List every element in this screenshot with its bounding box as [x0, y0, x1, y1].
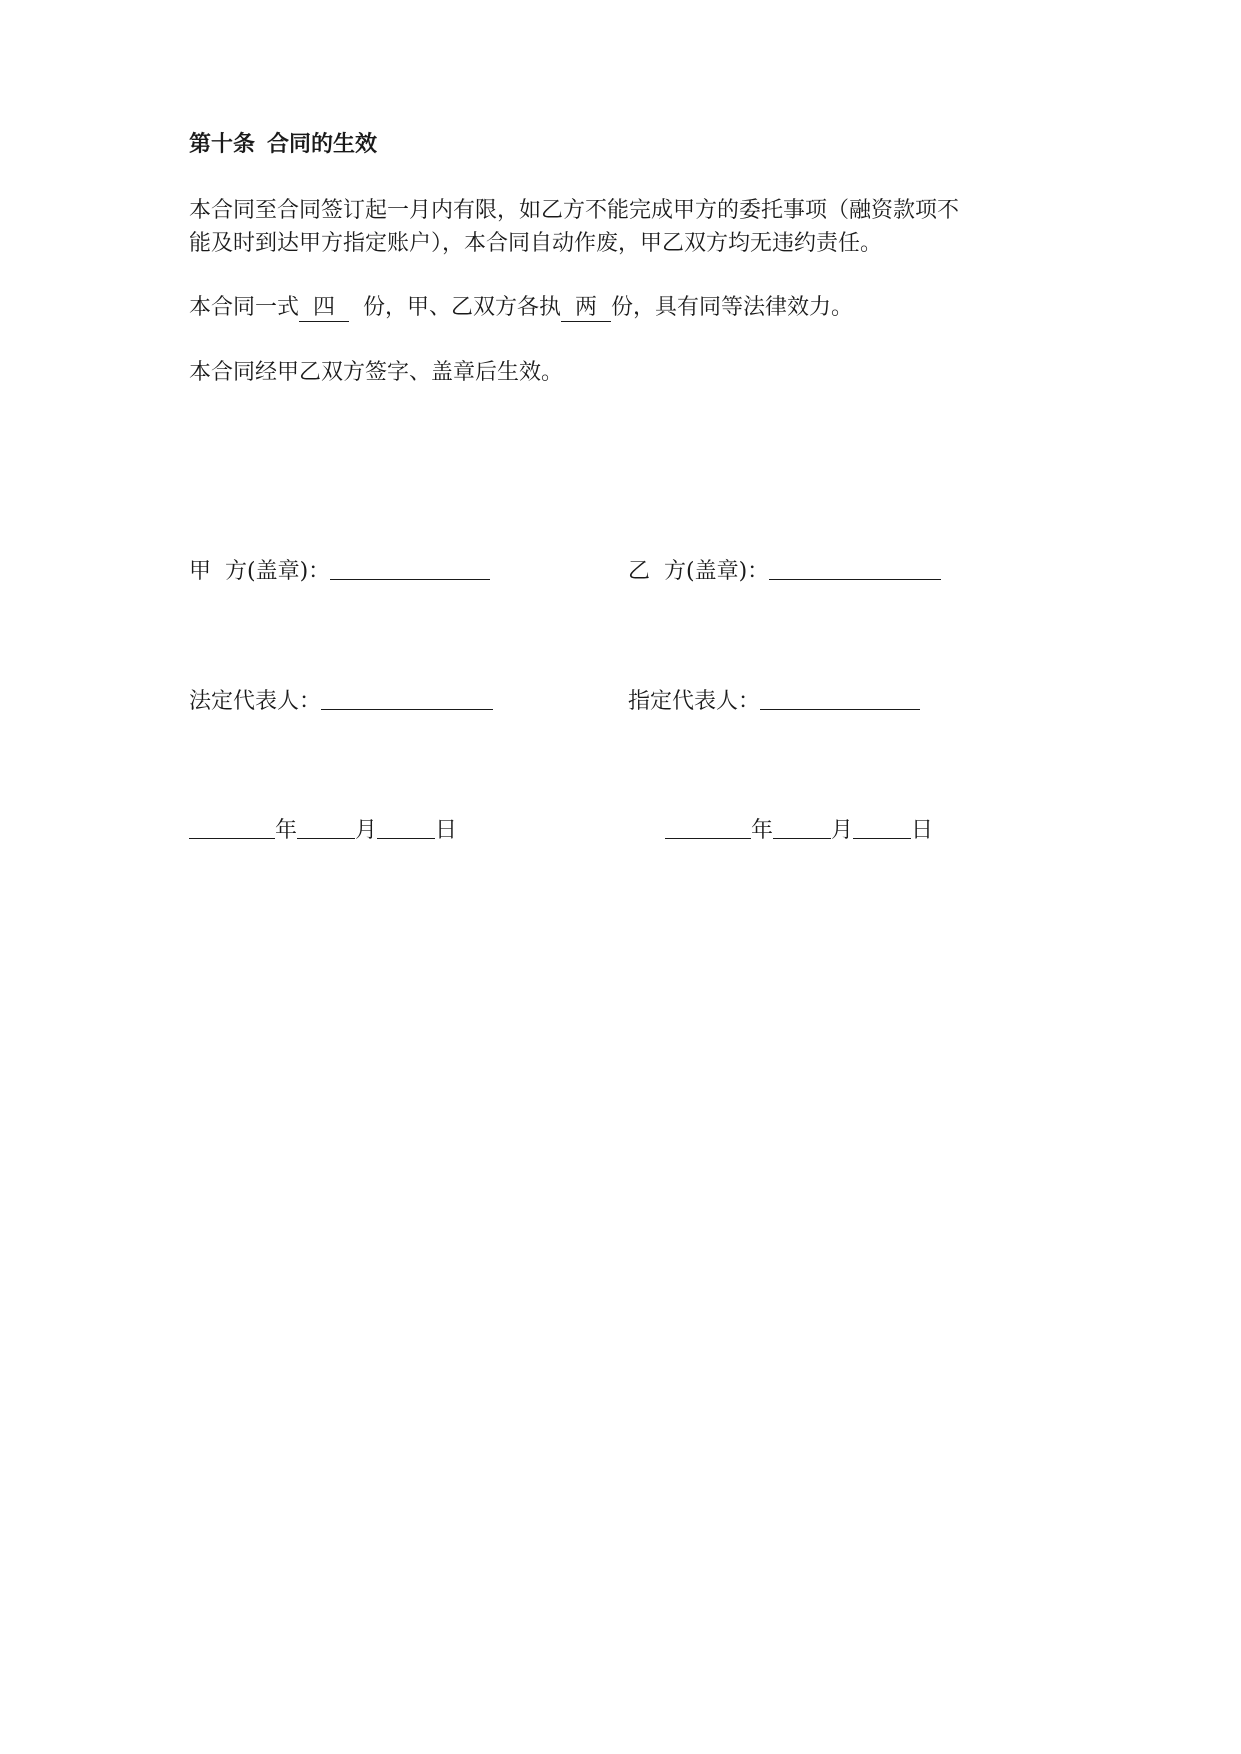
party-a-seal-row	[189, 555, 490, 589]
party-b-month-blank	[773, 816, 831, 839]
designated-rep-row	[628, 685, 920, 719]
party-a-year-blank	[189, 816, 275, 839]
party-a-month-label: 月	[355, 818, 378, 843]
party-b-seal-row	[628, 555, 941, 589]
party-a-year-label: 年	[275, 818, 298, 843]
party-b-day-blank	[853, 816, 911, 839]
party-a-date-row	[189, 814, 457, 848]
party-b-label: 乙 方(盖章)：	[628, 559, 770, 584]
legal-rep-blank	[321, 687, 493, 710]
designated-rep-label: 指定代表人：	[628, 689, 761, 714]
heading-number: 第十条	[189, 132, 256, 157]
party-b-month-label: 月	[831, 818, 854, 843]
party-b-date-row	[665, 814, 933, 848]
section-heading	[189, 128, 377, 162]
legal-rep-label: 法定代表人：	[189, 689, 322, 714]
party-b-seal-blank	[769, 557, 941, 580]
party-a-month-blank	[297, 816, 355, 839]
party-a-day-blank	[377, 816, 435, 839]
copies-count-field: 四	[299, 295, 349, 322]
paragraph-validity-line-2: 能及时到达甲方指定账户），本合同自动作废，甲乙双方均无违约责任。	[189, 231, 883, 256]
paragraph-copies	[189, 291, 853, 325]
party-b-year-label: 年	[751, 818, 774, 843]
party-a-seal-blank	[330, 557, 490, 580]
copies-prefix: 本合同一式	[189, 295, 300, 320]
legal-rep-row	[189, 685, 493, 719]
party-a-label: 甲 方(盖章)：	[189, 559, 331, 584]
heading-title: 合同的生效	[267, 132, 378, 157]
copies-suffix: 份，具有同等法律效力。	[611, 295, 854, 320]
designated-rep-blank	[760, 687, 920, 710]
paragraph-effective: 本合同经甲乙双方签字、盖章后生效。	[189, 360, 564, 385]
party-a-day-label: 日	[435, 818, 458, 843]
copies-middle: 份，甲、乙双方各执	[363, 295, 562, 320]
copies-each-field: 两	[561, 295, 611, 322]
party-b-day-label: 日	[911, 818, 934, 843]
party-b-year-blank	[665, 816, 751, 839]
paragraph-validity-line-1: 本合同至合同签订起一月内有限，如乙方不能完成甲方的委托事项（融资款项不	[189, 198, 960, 223]
